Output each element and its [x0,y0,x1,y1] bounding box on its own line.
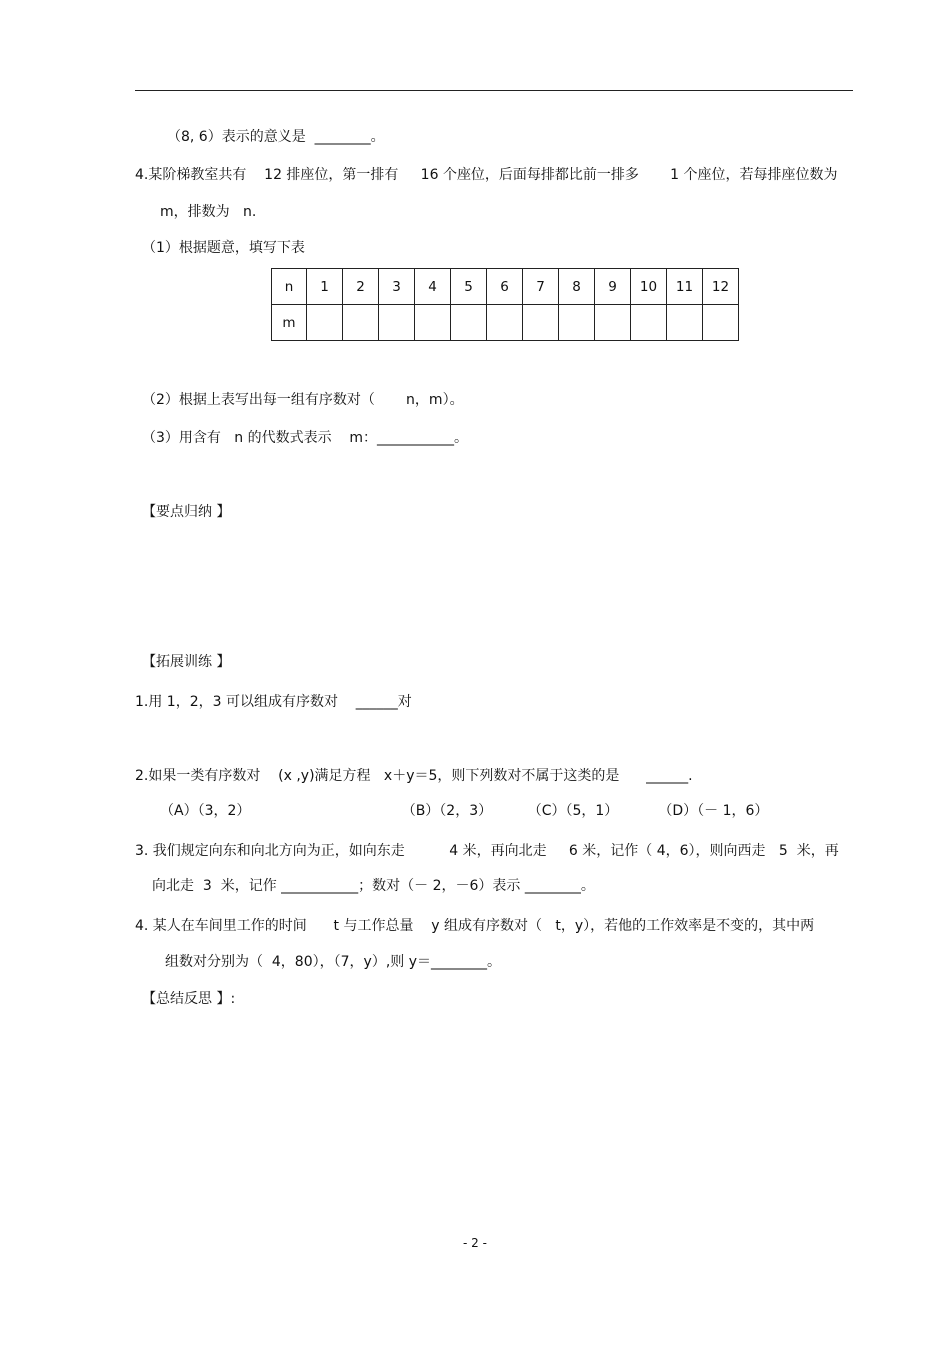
table-cell: 7 [523,269,559,305]
table-cell-blank [523,305,559,341]
table-cell: 9 [595,269,631,305]
text-line: （3）用含有 n 的代数式表示 m：___________。 [142,430,469,446]
table-cell-blank [559,305,595,341]
text-line: m，排数为 n. [160,204,257,220]
text-line: （8, 6）表示的意义是 ________。 [167,129,385,145]
table-cell-blank [487,305,523,341]
table-cell-blank [667,305,703,341]
section-heading: 【要点归纳 】 [142,504,231,520]
table-cell: 6 [487,269,523,305]
table-cell-blank [595,305,631,341]
page-number: - 2 - [463,1236,487,1250]
table-cell: 5 [451,269,487,305]
table-cell: 10 [631,269,667,305]
table-cell-blank [343,305,379,341]
text-line: 4.某阶梯教室共有 12 排座位，第一排有 16 个座位，后面每排都比前一排多 1 个座位，若每排座位数为 [135,167,838,183]
table-cell: 3 [379,269,415,305]
table-cell-blank [379,305,415,341]
table-row [272,305,739,341]
section-heading: 【总结反思 】: [142,991,236,1007]
table-cell: 2 [343,269,379,305]
table-row [272,269,739,305]
fill-in-table [271,268,739,341]
text-line: 4. 某人在车间里工作的时间 t 与工作总量 y 组成有序数对（ t，y），若他的工作效率是不变的，其中两 [135,918,815,934]
table-cell: 8 [559,269,595,305]
table-cell-blank [451,305,487,341]
table-cell-blank [307,305,343,341]
text-line: 3. 我们规定向东和向北方向为正，如向东走 4 米，再向北走 6 米，记作（ 4，6），则向西走 5 米，再 [135,843,839,859]
table-cell: 12 [703,269,739,305]
table-cell: 1 [307,269,343,305]
table-cell: 4 [415,269,451,305]
table-cell-blank [631,305,667,341]
table-cell-blank [415,305,451,341]
table-row-header: n [272,269,307,305]
section-heading: 【拓展训练 】 [142,654,231,670]
text-line: 1.用 1，2，3 可以组成有序数对 ______对 [135,694,412,710]
table-cell: 11 [667,269,703,305]
table-row-header: m [272,305,307,341]
text-line: 组数对分别为（ 4，80），（7，y）,则 y＝________。 [165,954,501,970]
header-rule [135,90,853,91]
table-cell-blank [703,305,739,341]
text-line: 2.如果一类有序数对 (x ,y)满足方程 x＋y＝5，则下列数对不属于这类的是 ______. [135,768,693,784]
text-line: 向北走 3 米，记作 ___________；数对（－ 2，－6）表示 ________。 [152,878,595,894]
text-line: （1）根据题意，填写下表 [142,240,305,256]
answer-options: （A）（3，2） （B）（2，3） （C）（5，1） （D）（－ 1，6） [160,803,769,819]
text-line: （2）根据上表写出每一组有序数对（ n，m）。 [142,392,464,408]
